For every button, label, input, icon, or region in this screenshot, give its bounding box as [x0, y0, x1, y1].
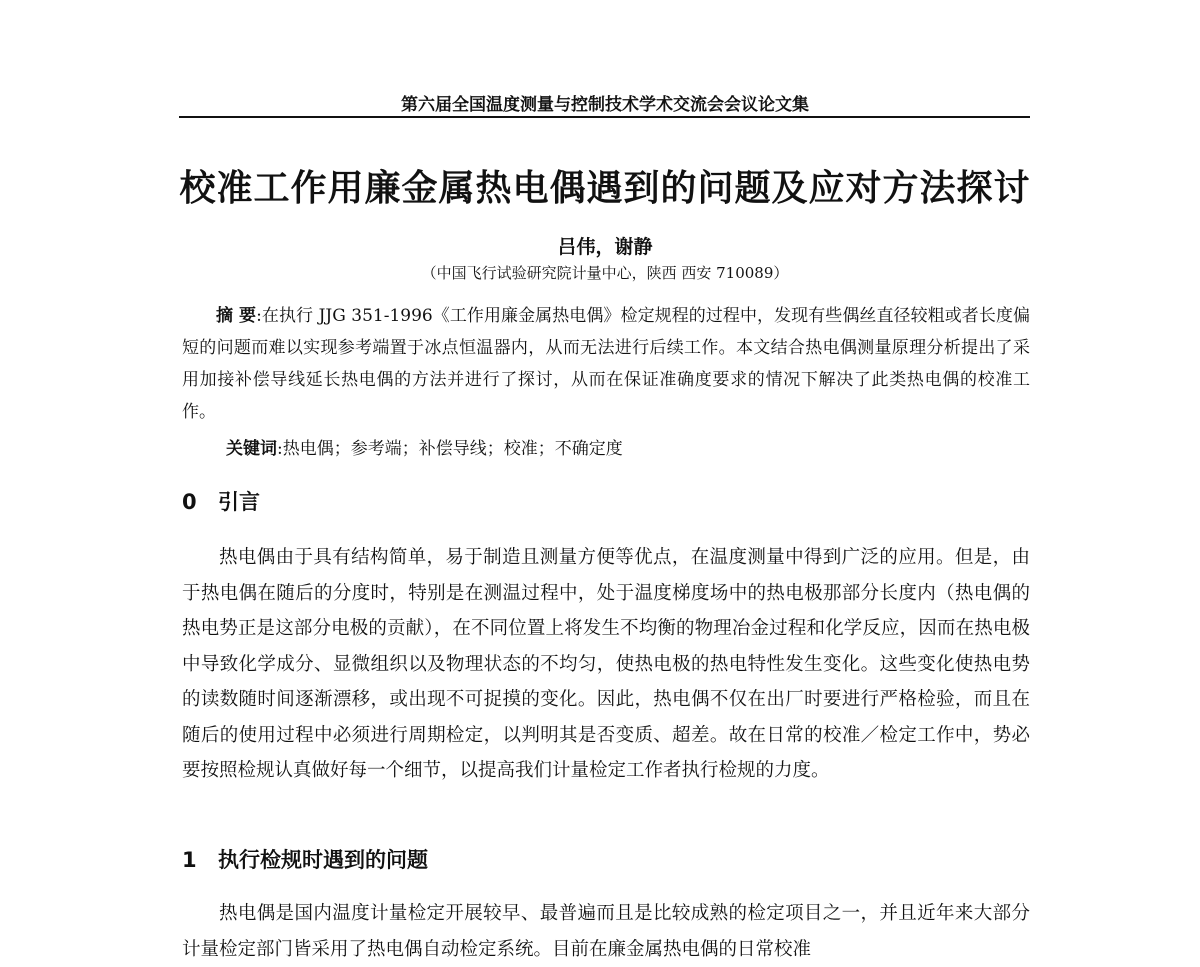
body-paragraph: 热电偶是国内温度计量检定开展较早、最普遍而且是比较成熟的检定项目之一，并且近年来大部分计量检定部门皆采用了热电偶自动检定系统。目前在廉金属热电偶的日常校准 [182, 903, 1030, 960]
header-rule [179, 116, 1030, 118]
section-title: 引言 [218, 490, 260, 514]
keywords [226, 434, 623, 459]
section-number: 1 [182, 848, 197, 872]
paper-authors: 吕伟，谢静 [557, 236, 653, 258]
abstract-text: :在执行 JJG 351-1996《工作用廉金属热电偶》检定规程的过程中，发现有些偶丝直径较粗或者长度偏短的问题而难以实现参考端置于冰点恒温器内，从而无法进行后续工作。本文结合热电偶测量原理分析提出了采用加接补偿导线延长热电偶的方法并进行了探讨，从而在保证准确度要求的情况下解决了此类热电偶的校准工作。 [182, 306, 1031, 422]
keywords-text: :热电偶；参考端；补偿导线；校准；不确定度 [277, 439, 623, 459]
abstract [182, 300, 1030, 428]
section-heading [182, 486, 260, 516]
body-paragraph: 热电偶由于具有结构简单，易于制造且测量方便等优点，在温度测量中得到广泛的应用。但是，由于热电偶在随后的分度时，特别是在测温过程中，处于温度梯度场中的热电极那部分长度内（热电偶的热电势正是这部分电极的贡献），在不同位置上将发生不均衡的物理冶金过程和化学反应，因而在热电极中导致化学成分、显微组织以及物理状态的不均匀，使热电极的热电特性发生变化。这些变化使热电势的读数随时间逐渐漂移，或出现不可捉摸的变化。因此，热电偶不仅在出厂时要进行严格检验，而且在随后的使用过程中必须进行周期检定，以判明其是否变质、超差。故在日常的校准／检定工作中，势必要按照检规认真做好每一个细节，以提高我们计量检定工作者执行检规的力度。 [182, 547, 1030, 781]
abstract-label: 摘 要 [216, 306, 257, 326]
section-heading [182, 844, 428, 874]
section-title: 执行检规时遇到的问题 [218, 848, 428, 872]
journal-header: 第六届全国温度测量与控制技术学术交流会会议论文集 [401, 95, 809, 115]
paper-affiliation: （中国飞行试验研究院计量中心，陕西 西安 710089） [421, 264, 789, 282]
keywords-label: 关键词 [226, 439, 277, 459]
paper-title: 校准工作用廉金属热电偶遇到的问题及应对方法探讨 [179, 168, 1031, 209]
section-number: 0 [182, 490, 197, 514]
